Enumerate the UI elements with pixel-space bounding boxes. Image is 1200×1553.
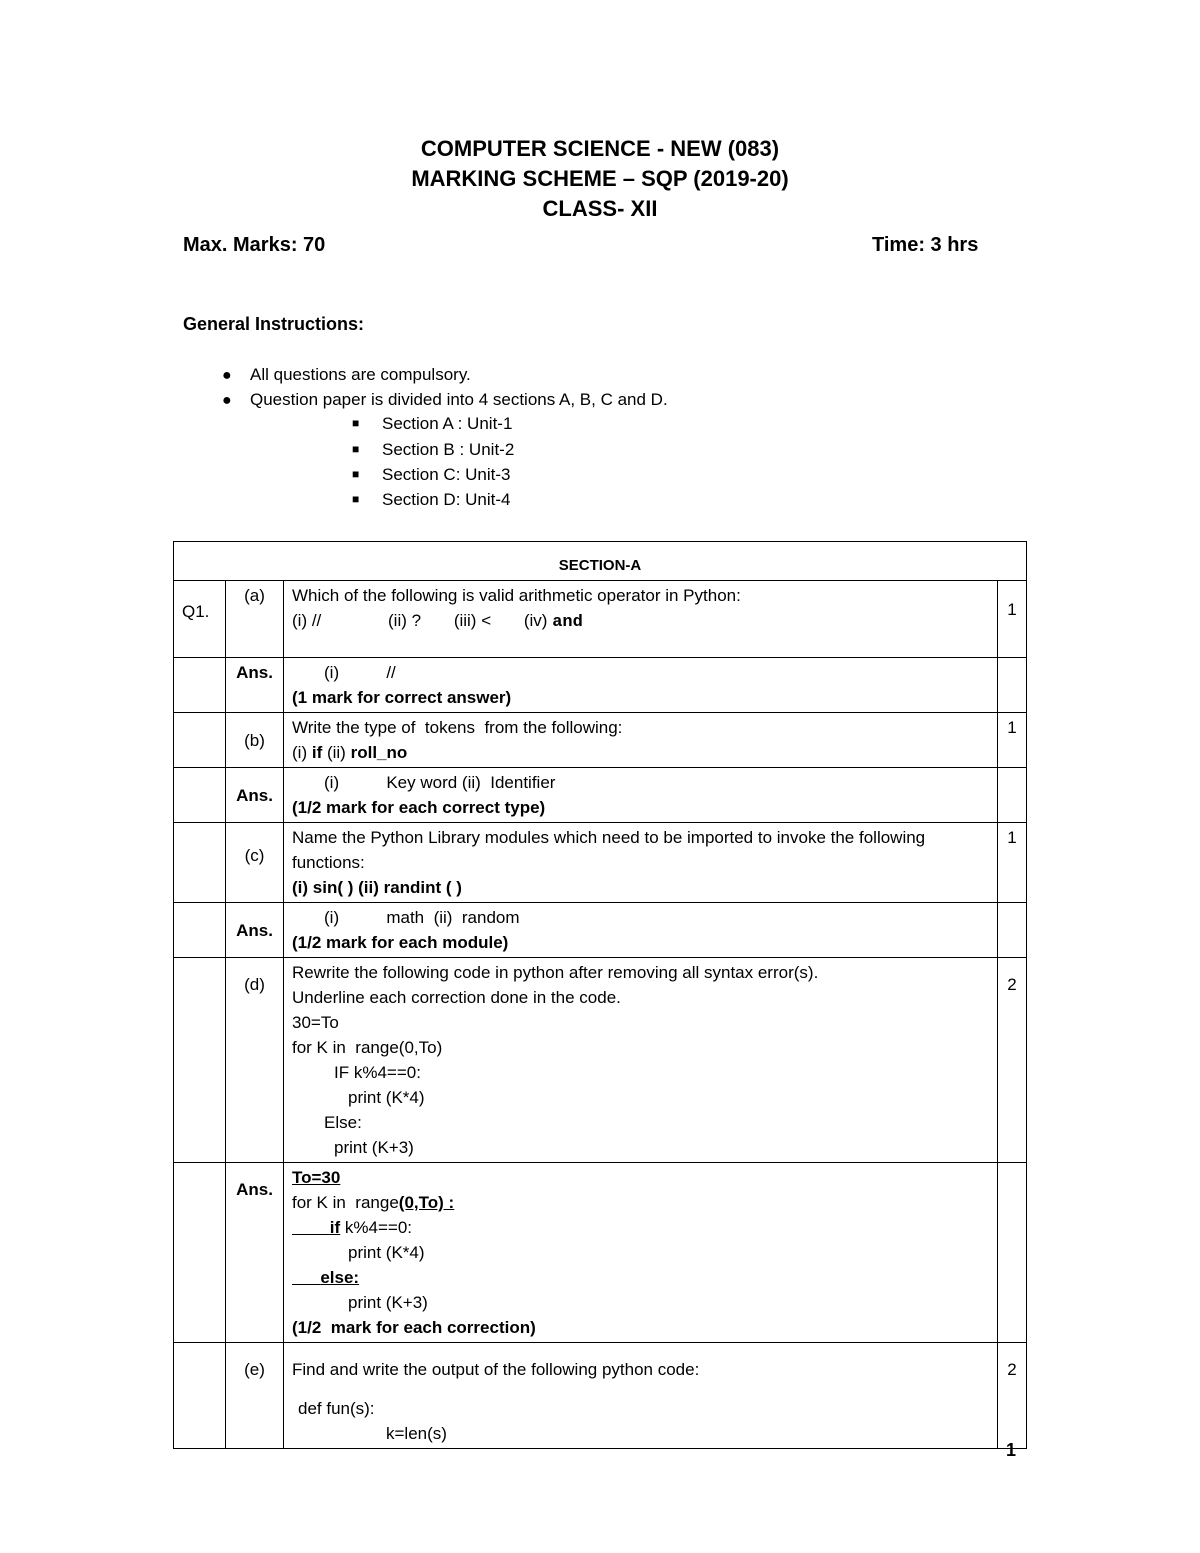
code-line: else:: [320, 1268, 360, 1287]
square-bullet-icon: ■: [352, 467, 360, 481]
answer-label: Ans.: [226, 903, 284, 958]
answer-label: Ans.: [226, 1163, 284, 1343]
code-line: if k%4==0:: [329, 1218, 413, 1237]
page-number: 1: [1006, 1440, 1017, 1460]
code-line: for K in range(0,To): [292, 1038, 443, 1057]
answer-row-a: [174, 658, 1027, 713]
bullet-icon: ●: [222, 367, 232, 384]
marking-scheme-table: [173, 541, 1027, 1449]
code-line: To=30: [292, 1168, 341, 1187]
bullet-icon: ●: [222, 392, 232, 409]
part-label: (b): [226, 713, 284, 768]
answer-text: (i) math (ii) random (1/2 mark for each module): [284, 903, 998, 958]
code-line: for K in range(0,To) :: [292, 1193, 455, 1212]
answer-row-b: [174, 768, 1027, 823]
instruction-item: ● Question paper is divided into 4 sections A, B, C and D.: [222, 390, 668, 409]
answer-label: Ans.: [226, 768, 284, 823]
document-subtitle: MARKING SCHEME – SQP (2019-20): [411, 166, 789, 191]
part-label: (e): [226, 1343, 284, 1449]
part-label: (d): [226, 958, 284, 1163]
marks: 1: [998, 713, 1027, 768]
options: (i) // (ii) ? (iii) < (iv) and: [292, 611, 583, 632]
question-row-d: [174, 958, 1027, 1163]
code-line: k=len(s): [386, 1424, 447, 1443]
section-item: ■ Section D: Unit-4: [352, 490, 511, 509]
question-text: Find and write the output of the following python code: def fun(s): k=len(s): [284, 1343, 998, 1449]
code-line: IF k%4==0:: [334, 1063, 421, 1082]
section-title: SECTION-A: [174, 542, 1027, 581]
instructions-heading: General Instructions:: [183, 314, 365, 334]
code-line: print (K+3): [334, 1138, 414, 1157]
question-text: Rewrite the following code in python after removing all syntax error(s). Underline each correction done in the code. 30=To for K in range(0,To) IF k%4==0: print (K*4) Else: print (K+3): [284, 958, 998, 1163]
code-line: 30=To: [292, 1013, 339, 1032]
question-row-c: [174, 823, 1027, 903]
document-class: CLASS- XII: [542, 196, 658, 221]
question-row-a: [174, 581, 1027, 658]
question-number: Q1.: [174, 581, 226, 658]
answer-row-d: [174, 1163, 1027, 1343]
square-bullet-icon: ■: [352, 492, 360, 506]
marks: 2: [998, 1343, 1027, 1449]
question-text: Name the Python Library modules which need to be imported to invoke the following functions: (i) sin( ) (ii) randint ( ): [284, 823, 998, 903]
answer-label: Ans.: [226, 658, 284, 713]
section-item: ■ Section C: Unit-3: [352, 465, 511, 484]
answer-text: To=30 for K in range(0,To) : if k%4==0: print (K*4) else: print (K+3) (1/2 mark for each correction): [284, 1163, 998, 1343]
square-bullet-icon: ■: [352, 442, 360, 456]
code-line: print (K*4): [348, 1243, 425, 1262]
option-iv: (iv) and: [523, 611, 583, 632]
code-line: def fun(s):: [298, 1399, 375, 1418]
marks: 1: [998, 581, 1027, 658]
section-item: ■ Section B : Unit-2: [352, 440, 515, 459]
answer-text: (i) // (1 mark for correct answer): [284, 658, 998, 713]
question-text: Write the type of tokens from the following: (i) if (ii) roll_no: [284, 713, 998, 768]
question-row-b: [174, 713, 1027, 768]
max-marks: Max. Marks: 70: [183, 234, 326, 256]
section-item: ■ Section A : Unit-1: [352, 414, 513, 433]
question-row-e: [174, 1343, 1027, 1449]
marks: 1: [998, 823, 1027, 903]
part-label: (c): [226, 823, 284, 903]
time-allowed: Time: 3 hrs: [872, 234, 979, 256]
square-bullet-icon: ■: [352, 416, 360, 430]
code-line: print (K+3): [348, 1293, 428, 1312]
answer-row-c: [174, 903, 1027, 958]
document-title: COMPUTER SCIENCE - NEW (083): [420, 136, 780, 161]
part-label: (a): [226, 581, 284, 658]
marks: 2: [998, 958, 1027, 1163]
answer-text: (i) Key word (ii) Identifier (1/2 mark for each correct type): [284, 768, 998, 823]
code-line: print (K*4): [348, 1088, 425, 1107]
section-header-row: [174, 542, 1027, 581]
code-line: Else:: [324, 1113, 362, 1132]
question-text: Which of the following is valid arithmetic operator in Python: (i) // (ii) ? (iii) < (iv) and: [284, 581, 998, 658]
instruction-item: ● All questions are compulsory.: [222, 365, 471, 384]
